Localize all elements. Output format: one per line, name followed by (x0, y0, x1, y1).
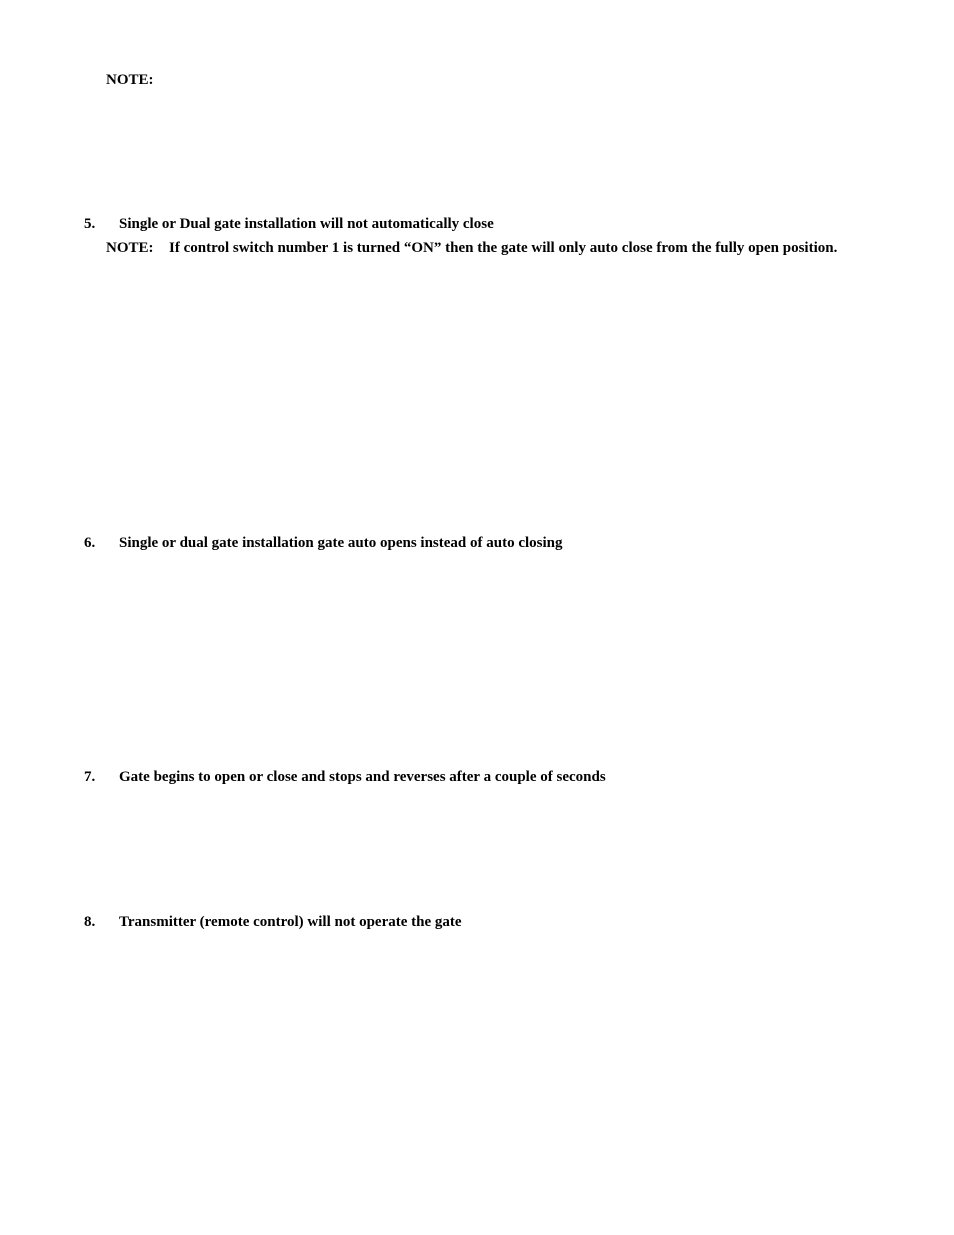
item-number: 7. (84, 769, 96, 785)
item-heading: Single or dual gate installation gate auto opens instead of auto closing (119, 535, 563, 551)
item-heading: Gate begins to open or close and stops and reverses after a couple of seconds (119, 769, 606, 785)
item-heading: Transmitter (remote control) will not operate the gate (119, 914, 462, 930)
item-number: 6. (84, 535, 96, 551)
item-number: 5. (84, 216, 96, 232)
item-number: 8. (84, 914, 96, 930)
item-heading: Single or Dual gate installation will not automatically close (119, 216, 494, 232)
note-label: NOTE: (106, 240, 154, 256)
top-note-label: NOTE: (106, 72, 154, 88)
note-text: If control switch number 1 is turned “ON” then the gate will only auto close from the fully open position. (169, 240, 838, 256)
